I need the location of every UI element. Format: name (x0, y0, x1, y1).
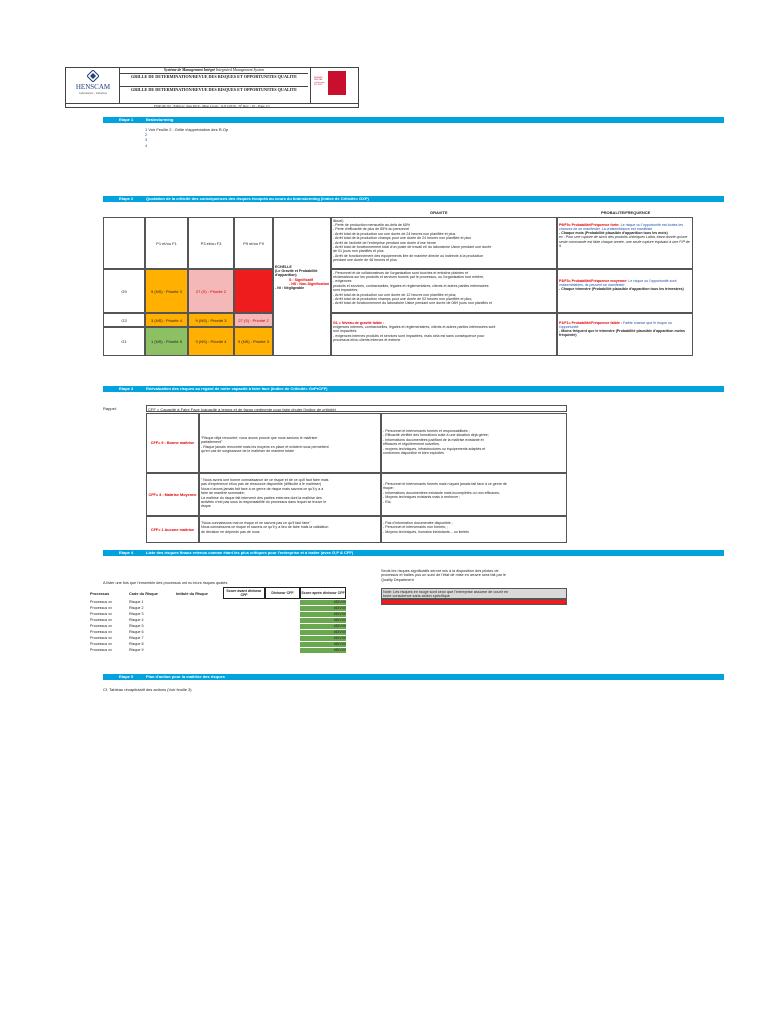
matrix-cell: 81 (S) : Priorité 1 (234, 269, 273, 313)
step5-number: Etape 5 (119, 674, 134, 679)
matrix-cell: 9 (NS) : Priorité 3 (145, 269, 188, 313)
table-row (0, 624, 360, 629)
step2-title: Quotation de la criticité des conséquences des risques évoqués au cours du brainstorming (Indice de Criticité= GXP) (146, 196, 369, 201)
matrix-cell: 27 (S) : Priorité 2 (188, 269, 234, 313)
code-cell: Risque 1 (129, 600, 144, 604)
doc-title-2: GRILLE DE DETERMINATION/REVUE DES RISQUES ET OPPORTUNITES QUALITE (131, 87, 297, 92)
code-cell: Risque 2 (129, 606, 144, 610)
logo-text: HENSCAM (75, 83, 111, 91)
p1-description: P1/F1= Probabilité/Fréquence faible : Faible chance que le risque ou l'opportunité - Moins fréquent que le trimestre (Probabilité plausible d'apparition moins fréquente) (557, 313, 693, 356)
cff-level-label: CFF= 9 : Bonne maîtrise (146, 413, 199, 473)
doc-title-1: GRILLE DE DETERMINATION/REVUE DES RISQUES ET OPPORTUNITES QUALITE (131, 74, 297, 79)
processus-cell: Processus xx (90, 630, 112, 634)
step1-number: Etape 1 (119, 117, 134, 122)
company-logo (65, 67, 120, 103)
table-row (0, 648, 360, 653)
matrix-row-g1: G1 (103, 327, 145, 356)
g3-description: - Personnel et de collaborateurs de l'organisation sont touchés et entraîne plaintes et réclamations sur les produits et services fournis par le processus, ou l'organisation tout entière, - exigences produits et services, contractuelles, légales et réglementaires, clients et autres parties intéressées sont impactées; - Arrêt total de la production sur une durée de 12 heures non planifiée et plus; - Arrêt total de la production champs pour une durée de 02 heures non planifiée et plus; - Arrêt total de fonctionnement du laboratoire Usine pendant une durée de 08H jours non planifiés et (331, 269, 557, 313)
step5-text: Cf. Tableau récapitulatif des actions (Voir feuille 3) (103, 687, 192, 692)
list-item: 2 (145, 132, 148, 138)
p9-description: P9/F9= Probabilité/Fréquence forte: Le risque ou l'opportunité est toutes les chances de se manifester. La vraisemblance est manifeste - Chaque mois (Probabilité plausible d'apparition tous les mois) ex : Pour une rupture de stock des produits chimiques Lalba, étant donné qu'une seule commande est faite chaque année, une seule rupture équivaut à une F/P de 9 (557, 217, 693, 269)
code-cell: Risque 5 (129, 624, 144, 628)
matrix-cell: 3 (NS) : Priorité 4 (145, 313, 188, 327)
processus-cell: Processus xx (90, 618, 112, 622)
table-row (0, 606, 360, 611)
cff-level-description: "Nous connaissons mal ce risque et ne savons pas ce qu'il faut faire" Nous connaissons ce risque et savons ce qu'il y a lieu de faire mais la validation de décision ne dépends pas de nous (199, 516, 381, 543)
score-after-cell: #DIV/0! (300, 606, 346, 611)
echelle-cell (273, 217, 331, 269)
step3-number: Etape 3 (119, 386, 134, 391)
processus-cell: Processus xx (90, 624, 112, 628)
code-cell: Risque 6 (129, 630, 144, 634)
matrix-cell: 3 (NS) : Priorité 4 (188, 327, 234, 356)
code-cell: Risque 3 (129, 612, 144, 616)
certification-icon (328, 71, 346, 95)
list-item: 3 (145, 137, 148, 143)
cff-level-label: CFF= 3 : Maîtrise Moyenne (146, 473, 199, 516)
footer-reference: FOR QU 02 - Edition : Juin 2016 - Mise à jour : 11/01/2019 - N° Rev. : 01 - Page 1/1 (65, 103, 359, 109)
risk-table-body (0, 600, 360, 660)
processus-cell: Processus xx (90, 600, 112, 604)
processus-cell: Processus xx (90, 642, 112, 646)
matrix-cell: 27 (S) : Priorité 2 (234, 313, 273, 327)
column-header-intitule: Intitulé du Risque (176, 592, 208, 596)
p3-description: P3/F3= Probabilité/Fréquence moyenne: Le risque ou l'opportunité sont vraisemblables, ils peuvent se manifester - Chaque trimestre (Probabilité plausible d'apparition tous les trimestres) (557, 269, 693, 313)
rappel-text: CFF = Capacité à Faire Face (capacité à temps et de façon pertinente pour faire chuter l'indice de criticité) (146, 405, 567, 412)
matrix-corner (103, 217, 145, 269)
table-row (0, 636, 360, 641)
cff-level-means: - Personnel et intervenants formés et responsabilisés ; - Efficacité vérifiée des formations suite à une situation déjà gérée; - Informations documentées justifiant de la maîtrise existante et efficaces et régulièrement suivelles, - moyens techniques, infrastructures ou équipements adaptés et conformes disponible et bien exploités (381, 413, 567, 473)
logo-subtext: Laboratoires - Industries (79, 92, 107, 95)
accepted-risk-label: Risque accepte par le DG (381, 599, 567, 605)
matrix-cell: 9 (NS) : Priorité 3 (188, 313, 234, 327)
matrix-col-p3: P3 et/ou F3 (188, 217, 234, 269)
column-header-code: Code du Risque (129, 592, 158, 596)
cff-level-means: - Personnel et intervenants formés mais n'ayant jamais fait face à ce genre de risque; - Informations documentées existante mais incomplètes ou non efficaces; - Moyens techniques existants mais à renforcer ; - Etc; (381, 473, 567, 516)
certification-logo (310, 67, 360, 103)
proba-header: PROBALITE/FREQUENCE (601, 210, 651, 215)
score-after-cell: #DIV/0! (300, 618, 346, 623)
processus-cell: Processus xx (90, 648, 112, 652)
gravite-header: GRAVITE (430, 210, 448, 215)
logo-icon (87, 70, 99, 82)
step1-title: Brainstorming (146, 117, 174, 122)
matrix-row-g9: G9 (103, 269, 145, 313)
echelle-legend: ECHELLE (Le Gravité et Probabilité d'apparition) S : Significatif - NS : Non-Signification - NI : Négligeable (275, 265, 330, 291)
matrix-cell: 9 (NS) : Priorité 3 (234, 327, 273, 356)
code-cell: Risque 4 (129, 618, 144, 622)
processus-cell: Processus xx (90, 606, 112, 610)
matrix-cell: 1 (NS) : Priorité 5 (145, 327, 188, 356)
score-after-cell: #DIV/0! (300, 612, 346, 617)
certification-text: BUREAU VERITAS Certification ISO 9001 (314, 77, 325, 87)
column-header-processus: Processus (90, 592, 110, 596)
system-label: Système de Management Intégré Integrated Management System (163, 68, 265, 72)
step2-bar (103, 196, 724, 202)
table-row (0, 630, 360, 635)
rappel-label: Rappel: (103, 406, 117, 411)
score-after-cell: #DIV/0! (300, 636, 346, 641)
column-header-diviseur: Diviseur CFF (265, 587, 300, 599)
processus-cell: Processus xx (90, 612, 112, 616)
step4-bar (103, 550, 724, 556)
cff-level-description: "Risque déjà rencontré, nous avons prouvé que nous savions le maîtriser parfaitement" - Risque jamais rencontré mais les moyens en place et existent nous permettent qu'en cas de surgissance de le maîtriser de manière totale (199, 413, 381, 473)
step3-title: Réévaluation des risques au regard de notre capacité à faire face (Indice de Criticité= GxPrCFF) (146, 386, 328, 391)
matrix-col-p9: P9 et/ou F9 (234, 217, 273, 269)
g1-description: G1 = Niveau de gravité faible : exigences internes, contractuelles, légales et réglementaires, clients et autres parties intéressées sont non impactées - exigences internes produits et services sont impactées, mais cela est sans conséquence pour processus et/ou clients internes et externe (331, 313, 557, 356)
step2-number: Etape 2 (119, 196, 134, 201)
column-header-score-apres: Score après diviseur CFF (300, 587, 346, 599)
score-after-cell: #DIV/0! (300, 630, 346, 635)
score-after-cell: #DIV/0! (300, 642, 346, 647)
score-after-cell: #DIV/0! (300, 648, 346, 653)
step4-number: Etape 4 (119, 550, 134, 555)
step1-bar (103, 117, 724, 123)
step5-title: Plan d'action pour la maîtrise des risques (146, 674, 225, 679)
step4-title: Liste des risques finaux retenus comme étant les plus critiques pour l'entreprise et à traiter (avec G,P & CFF) (146, 550, 354, 555)
cff-level-label: CFF= 1 Aucune maîtrise (146, 516, 199, 543)
score-after-cell: #DIV/0! (300, 624, 346, 629)
processus-cell: Processus xx (90, 636, 112, 640)
table-row (0, 612, 360, 617)
code-cell: Risque 7 (129, 636, 144, 640)
list-item: 4 (145, 142, 148, 148)
table-row (0, 618, 360, 623)
step4-note-box: Note: Les risques en rouge sont ceux que l'entreprise assume de courir en toute conscience sans action spécifique (381, 588, 567, 599)
code-cell: Risque 9 (129, 648, 144, 652)
list-item: 1 Voir Feuille 2 : Grille d'appréciation des R-Op (145, 127, 229, 132)
matrix-col-p1: P1 et/ou F1 (145, 217, 188, 269)
code-cell: Risque 8 (129, 642, 144, 646)
step4-note: Seuls les risques significatifs seront mis à la disposition des pilotes de processus et traités pus un suivi de l'état de mise en œuvre sera fait par le Quality Department (381, 569, 507, 582)
cff-level-description: " Nous avons une bonne connaissance de ce risque et de ce qu'il faut faire mais pas d'expérience et/ou pas de ressource disponible (difficulté à le maîtriser) Nous n'avons jamais fait face à ce genre de risque mais savons ce qu'il y a à faire de manière sommaire; La maîtrise du risque fait intervenir des parties externes dont la maîtrise des activités n'est pas sous la responsabilité du processus dans lequel se trouve le risque (199, 473, 381, 516)
score-after-cell: #DIV/0! (300, 600, 346, 605)
column-header-score-avant: Score avant diviseur CFF (223, 587, 265, 599)
g9-description: illouel) - Perte de production mensuelle au-delà de 65% - Perte d'efficacité de plus de 65% du personnel - Arrêt total de la production sur une durée de 24 heures non planifiée et plus - Arrêt total de la production champs pour une durée de 24 heures non planifiée et plus - Arrêt de l'activité de l'entreprise pendant une durée d'une heure - Arrêt total de fonctionnement total d'un poste de travail et/ du laboratoire Usine pendant une durée de 01 jours non planifiés et plus - Arrêt de fonctionnement des équipements liée de manière directe ou indirecte à la production pendant une durée de 48 heures et plus (331, 217, 557, 269)
cff-level-means: - Pas d'information documentée disponible ; - Personnel et intervenants non formés; ; - Moyens techniques, humains inexistants... ou limités (381, 516, 567, 543)
table-row (0, 642, 360, 647)
step4-intro: A lister une fois que l'ensemble des processus ont eu leurs risques quatés (103, 581, 228, 585)
step5-bar (103, 674, 724, 680)
step3-bar (103, 386, 724, 392)
matrix-row-g3: G3 (103, 313, 145, 327)
step1-list (145, 127, 228, 148)
table-row (0, 600, 360, 605)
